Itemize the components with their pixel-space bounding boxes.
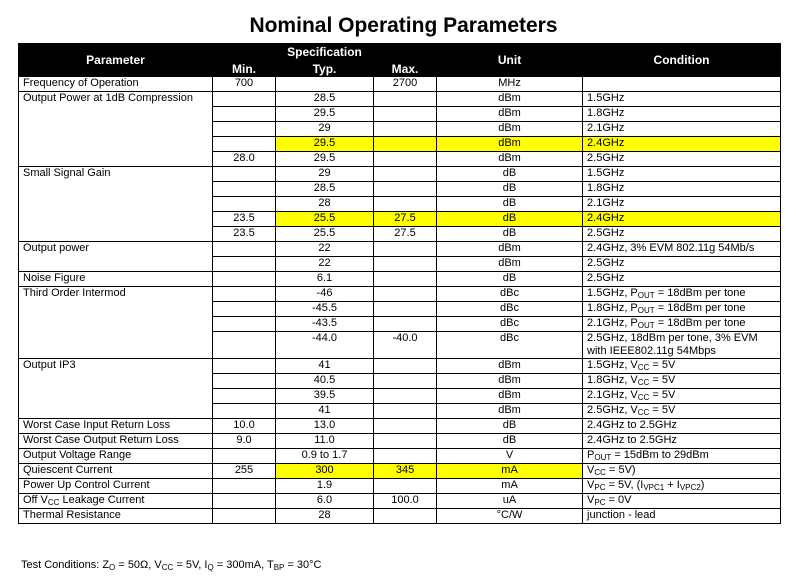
table-row [19,464,781,479]
table-header [19,44,781,77]
cell-unit: dBm [437,122,583,137]
cell-unit: uA [437,494,583,509]
cell-min [213,122,276,137]
cell-min [213,242,276,257]
cell-typ: 13.0 [276,419,374,434]
cell-max [374,359,437,374]
cell-unit: dB [437,227,583,242]
cell-typ: 1.9 [276,479,374,494]
cell-condition: 1.5GHz [583,167,781,182]
cell-unit: dB [437,272,583,287]
cell-min [213,182,276,197]
table-row [19,92,781,107]
cell-max [374,287,437,302]
page-title: Nominal Operating Parameters [249,14,558,37]
cell-condition: 1.8GHz [583,182,781,197]
cell-min [213,404,276,419]
cell-parameter: Off $V_{CC}$ Leakage Current [19,494,213,509]
cell-unit: MHz [437,77,583,92]
cell-unit: dBm [437,389,583,404]
cell-max [374,434,437,449]
cell-max [374,302,437,317]
cell-condition: 2.1GHz, $P_{OUT} = 18dBm$ per tone [583,317,781,332]
cell-unit: mA [437,479,583,494]
table-row [19,167,781,182]
cell-max [374,509,437,524]
cell-max [374,197,437,212]
cell-unit: dB [437,434,583,449]
cell-unit: dBm [437,359,583,374]
cell-typ: 22 [276,242,374,257]
cell-max [374,404,437,419]
table-row [19,419,781,434]
cell-typ: 39.5 [276,389,374,404]
cell-condition: 1.8GHz, $V_{CC} = 5V$ [583,374,781,389]
cell-typ: 6.1 [276,272,374,287]
cell-condition: 2.4GHz to 2.5GHz [583,434,781,449]
cell-unit: dB [437,419,583,434]
table-row [19,272,781,287]
table-row [19,242,781,257]
cell-min: 9.0 [213,434,276,449]
cell-max [374,137,437,152]
cell-max: -40.0 [374,332,437,359]
cell-max [374,389,437,404]
cell-max [374,317,437,332]
parameters-table [18,43,781,524]
cell-max [374,107,437,122]
cell-condition: 2.1GHz [583,197,781,212]
cell-condition: 2.5GHz [583,227,781,242]
cell-min [213,257,276,272]
cell-typ: 40.5 [276,374,374,389]
cell-min [213,197,276,212]
cell-condition: 2.1GHz [583,122,781,137]
table-row [19,434,781,449]
cell-condition: $V_{PC} = 5V$, $(I_{VPC1} + I_{VPC2})$ [583,479,781,494]
cell-condition: 2.5GHz [583,152,781,167]
cell-typ: 6.0 [276,494,374,509]
cell-condition: 1.8GHz, $P_{OUT} = 18dBm$ per tone [583,302,781,317]
cell-max: 27.5 [374,227,437,242]
cell-min [213,92,276,107]
cell-max [374,374,437,389]
cell-unit: dB [437,182,583,197]
cell-condition: 2.1GHz, $V_{CC} = 5V$ [583,389,781,404]
cell-condition: 1.5GHz [583,92,781,107]
table-row [19,77,781,92]
cell-max: 100.0 [374,494,437,509]
cell-typ: 300 [276,464,374,479]
cell-unit: °C/W [437,509,583,524]
cell-condition: 2.4GHz [583,137,781,152]
cell-typ: 29 [276,167,374,182]
table-row [19,359,781,374]
table-row [19,494,781,509]
cell-typ: 29.5 [276,107,374,122]
cell-condition: 1.5GHz, $V_{CC} = 5V$ [583,359,781,374]
cell-min [213,359,276,374]
cell-min: 23.5 [213,212,276,227]
table-row [19,479,781,494]
cell-unit: dB [437,212,583,227]
cell-condition: 2.5GHz, 18dBm per tone, 3% EVM with IEEE802.11g 54Mbps [583,332,781,359]
cell-min [213,317,276,332]
cell-min [213,479,276,494]
header-unit: Unit [437,44,583,77]
cell-typ: 28 [276,197,374,212]
cell-min [213,449,276,464]
header-parameter: Parameter [19,44,213,77]
cell-min: 255 [213,464,276,479]
cell-max [374,152,437,167]
cell-min [213,302,276,317]
cell-max [374,449,437,464]
cell-condition: 1.5GHz, $P_{OUT} = 18dBm$ per tone [583,287,781,302]
cell-unit: mA [437,464,583,479]
cell-parameter: Output power [19,242,213,272]
header-typ: Typ. [276,61,374,77]
cell-parameter: Noise Figure [19,272,213,287]
cell-max [374,122,437,137]
cell-condition: 2.5GHz [583,272,781,287]
cell-min [213,272,276,287]
header-condition: Condition [583,44,781,77]
cell-typ: 25.5 [276,227,374,242]
cell-parameter: Worst Case Output Return Loss [19,434,213,449]
cell-parameter: Frequency of Operation [19,77,213,92]
cell-typ: 29.5 [276,152,374,167]
cell-parameter: Small Signal Gain [19,167,213,242]
cell-unit: dB [437,197,583,212]
cell-typ: -46 [276,287,374,302]
cell-unit: dBm [437,404,583,419]
cell-max: 345 [374,464,437,479]
cell-condition: 2.5GHz [583,257,781,272]
cell-typ: 0.9 to 1.7 [276,449,374,464]
cell-min [213,374,276,389]
cell-typ: -43.5 [276,317,374,332]
cell-unit: dBc [437,302,583,317]
cell-typ: 22 [276,257,374,272]
table-row [19,449,781,464]
cell-parameter: Output Voltage Range [19,449,213,464]
cell-min [213,494,276,509]
cell-min [213,389,276,404]
cell-parameter: Power Up Control Current [19,479,213,494]
cell-max [374,257,437,272]
cell-condition: junction - lead [583,509,781,524]
cell-condition: 2.4GHz to 2.5GHz [583,419,781,434]
cell-min [213,167,276,182]
cell-condition: 2.5GHz, $V_{CC} = 5V$ [583,404,781,419]
cell-condition: 2.4GHz [583,212,781,227]
cell-typ: -44.0 [276,332,374,359]
cell-condition: $V_{PC} = 0V$ [583,494,781,509]
cell-max: 2700 [374,77,437,92]
cell-unit: dBc [437,317,583,332]
cell-min: 10.0 [213,419,276,434]
cell-parameter: Quiescent Current [19,464,213,479]
cell-unit: V [437,449,583,464]
cell-typ [276,77,374,92]
cell-unit: dBm [437,152,583,167]
cell-typ: 41 [276,359,374,374]
header-specification: Specification [213,44,437,61]
cell-min [213,287,276,302]
cell-typ: 11.0 [276,434,374,449]
cell-min [213,509,276,524]
cell-typ: 41 [276,404,374,419]
cell-unit: dBm [437,257,583,272]
cell-typ: 29 [276,122,374,137]
cell-unit: dBm [437,242,583,257]
cell-unit: dBc [437,287,583,302]
cell-condition: 2.4GHz, 3% EVM 802.11g 54Mb/s [583,242,781,257]
cell-min: 28.0 [213,152,276,167]
table-row [19,287,781,302]
cell-unit: dBm [437,374,583,389]
cell-typ: -45.5 [276,302,374,317]
cell-unit: dBm [437,137,583,152]
header-min: Min. [213,61,276,77]
test-conditions-footer: Test Conditions: $Z_O = 50\Omega$, $V_{CC} = 5V$, $I_Q = 300mA$, $T_{BP} = 30^\circ C$ [21,559,322,572]
cell-parameter: Worst Case Input Return Loss [19,419,213,434]
cell-unit: dB [437,167,583,182]
cell-max: 27.5 [374,212,437,227]
cell-parameter: Output IP3 [19,359,213,419]
cell-min: 23.5 [213,227,276,242]
cell-parameter: Thermal Resistance [19,509,213,524]
cell-typ: 28.5 [276,182,374,197]
cell-condition [583,77,781,92]
table-body [19,77,781,524]
cell-min: 700 [213,77,276,92]
cell-typ: 28.5 [276,92,374,107]
cell-max [374,182,437,197]
cell-max [374,242,437,257]
cell-typ: 29.5 [276,137,374,152]
cell-typ: 25.5 [276,212,374,227]
cell-unit: dBm [437,92,583,107]
cell-parameter: Output Power at 1dB Compression [19,92,213,167]
cell-condition: $P_{OUT} = 15dBm$ to 29dBm [583,449,781,464]
cell-typ: 28 [276,509,374,524]
cell-min [213,332,276,359]
cell-unit: dBm [437,107,583,122]
cell-max [374,167,437,182]
cell-max [374,479,437,494]
cell-condition: $V_{CC} = 5V$) [583,464,781,479]
cell-max [374,92,437,107]
table-row [19,509,781,524]
cell-max [374,272,437,287]
cell-parameter: Third Order Intermod [19,287,213,359]
header-max: Max. [374,61,437,77]
cell-max [374,419,437,434]
cell-unit: dBc [437,332,583,359]
cell-condition: 1.8GHz [583,107,781,122]
cell-min [213,137,276,152]
cell-min [213,107,276,122]
